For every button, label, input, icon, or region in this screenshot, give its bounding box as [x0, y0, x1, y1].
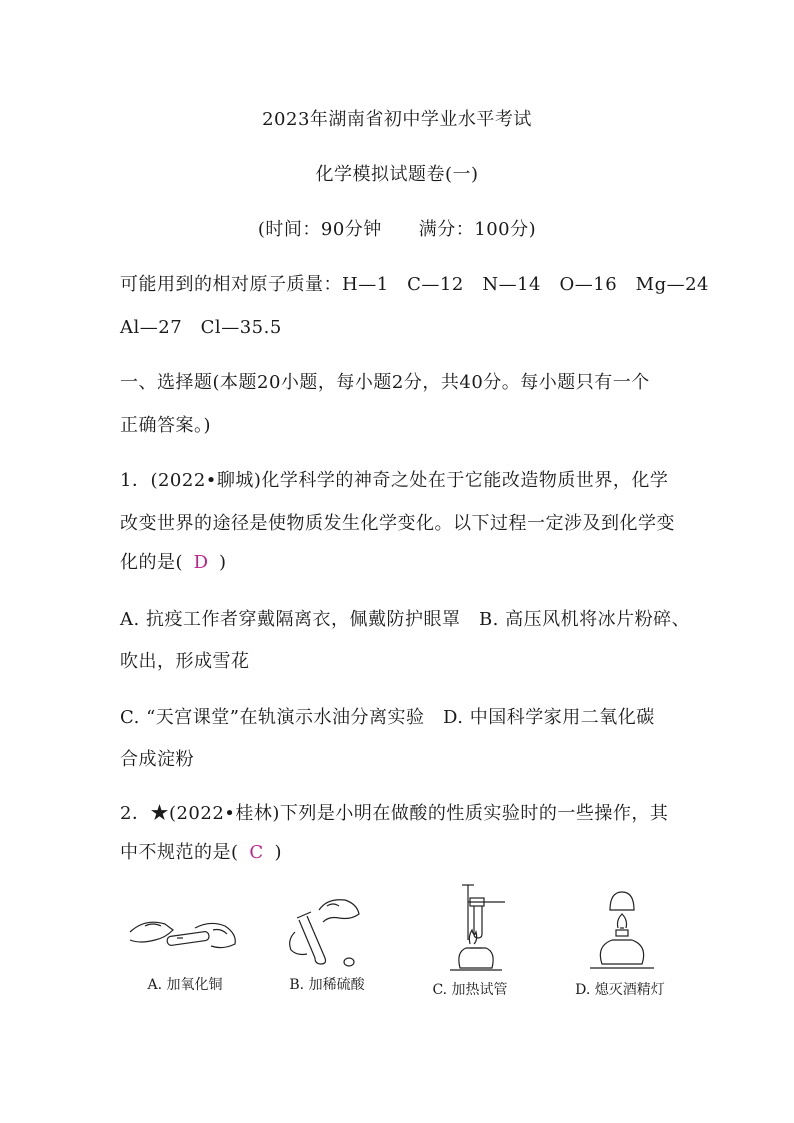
q1-options-ab-line-2: 吹出，形成雪花 [120, 651, 250, 672]
q1-options-cd-line-1: C. “天宫课堂”在轨演示水油分离实验 D. 中国科学家用二氧化碳 [120, 707, 655, 728]
q1-stem-prefix: 化的是( [120, 552, 184, 573]
exam-title: 2023年湖南省初中学业水平考试 [262, 109, 532, 130]
q2-stem-line-2 [120, 838, 282, 864]
figure-c-caption: C. 加热试管 [432, 982, 508, 998]
q2-answer: C [249, 842, 264, 863]
alcohol-lamp-icon [560, 880, 680, 975]
figure-a [110, 880, 260, 994]
figure-b-caption: B. 加稀硫酸 [289, 977, 365, 993]
pouring-hand-icon [267, 880, 387, 970]
q1-options-cd-line-2: 合成淀粉 [120, 749, 194, 770]
figure-d-caption: D. 熄灭酒精灯 [575, 982, 665, 998]
figure-d [545, 880, 695, 999]
time-info: (时间：90分钟 满分：100分) [257, 219, 537, 240]
q2-stem-prefix: 中不规范的是( [120, 842, 239, 863]
q1-stem-suffix: ) [219, 552, 227, 573]
q1-stem-line-2: 改变世界的途径是使物质发生化学变化。以下过程一定涉及到化学变 [120, 513, 675, 534]
test-tube-hand-icon [125, 880, 245, 970]
q1-answer: D [193, 552, 209, 573]
section-heading-line-2: 正确答案。) [120, 415, 212, 436]
atomic-mass-line-2: Al—27 Cl—35.5 [120, 317, 282, 338]
q2-stem-suffix: ) [274, 842, 283, 863]
q2-stem-line-1: 2．★(2022•桂林)下列是小明在做酸的性质实验时的一些操作，其 [120, 803, 669, 824]
figure-a-caption: A. 加氧化铜 [147, 977, 223, 993]
heating-tube-icon [410, 880, 530, 975]
section-heading-line-1: 一、选择题(本题20小题，每小题2分，共40分。每小题只有一个 [120, 372, 650, 393]
figure-b [252, 880, 402, 994]
q1-stem-line-1: 1．(2022•聊城)化学科学的神奇之处在于它能改造物质世界，化学 [120, 470, 669, 491]
figure-c [395, 880, 545, 999]
q1-stem-line-3 [120, 548, 227, 574]
exam-subtitle: 化学模拟试题卷(一) [315, 164, 479, 185]
atomic-mass-line-1: 可能用到的相对原子质量：H—1 C—12 N—14 O—16 Mg—24 [120, 274, 709, 295]
q1-options-ab-line-1: A. 抗疫工作者穿戴隔离衣，佩戴防护眼罩 B. 高压风机将冰片粉碎、 [120, 609, 691, 630]
